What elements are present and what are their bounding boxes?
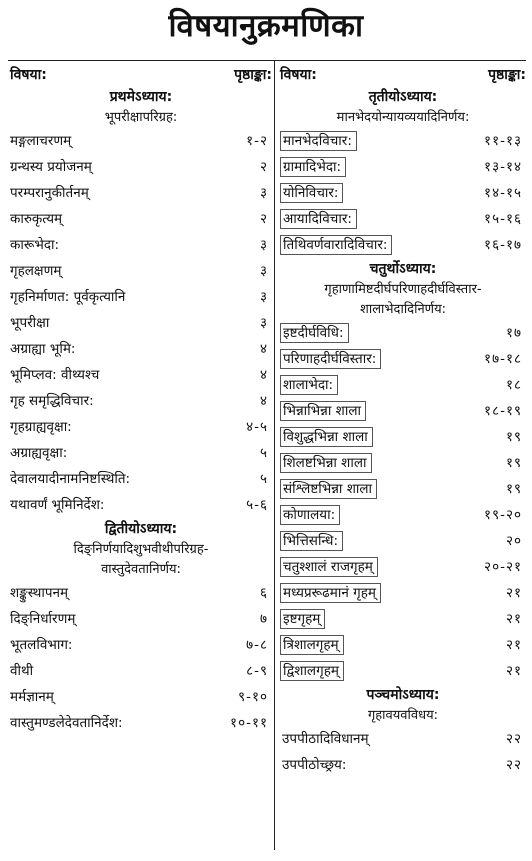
toc-entry [280, 658, 526, 684]
toc-entry [10, 710, 272, 736]
toc-entry [280, 726, 526, 752]
toc-entry-title: कारूभेदा: [10, 237, 60, 253]
toc-entry [10, 492, 272, 518]
toc-entry [280, 580, 526, 606]
toc-entry-title: गृहलक्षणम् [10, 263, 62, 279]
toc-entry [10, 284, 272, 310]
toc-entry-page: ७ [259, 611, 268, 627]
toc-entry [10, 580, 272, 606]
toc-entry-title: चतुश्शालं राजगृहम् [280, 557, 378, 577]
page-header: पृष्ठाङ्का: [234, 67, 272, 83]
toc-entry-title: वास्तुमण्डलेदेवतानिर्देश: [10, 715, 123, 731]
chapter-1-subtitle: भूपरीक्षापरिग्रह: [104, 110, 178, 125]
toc-entry-title: शिलष्टभिन्ना शाला [280, 453, 372, 473]
toc-entry-page: १९ [505, 455, 522, 471]
toc-entry-page: १७-१८ [484, 351, 522, 367]
chapter-5-heading: पञ्चमोऽध्याय: [366, 687, 440, 703]
toc-entry [10, 154, 272, 180]
toc-entry [10, 310, 272, 336]
toc-entry-title: संश्लिष्टभिन्ना शाला [280, 479, 377, 499]
toc-entry-page: ११-१३ [484, 133, 522, 149]
toc-entry [10, 632, 272, 658]
toc-entry-title: इष्टदीर्घविधि: [280, 323, 349, 343]
toc-entry-title: अग्राह्या भूमि: [10, 341, 76, 357]
toc-entry-page: १-२ [246, 133, 268, 149]
toc-entry-page: ५ [259, 445, 268, 461]
toc-entry-title: दिङ्निर्धारणम् [10, 611, 76, 627]
left-header [10, 64, 272, 86]
toc-entry [10, 232, 272, 258]
toc-entry [10, 684, 272, 710]
toc-entry-page: ३ [259, 263, 268, 279]
toc-entry-title: उपपीठादिविधानम् [282, 731, 369, 747]
toc-entry-page: १५-१६ [484, 211, 522, 227]
toc-entry [280, 528, 526, 554]
left-column [10, 60, 272, 736]
toc-entry-page: ४-५ [246, 419, 268, 435]
toc-entry-title: विशुद्धभिन्ना शाला [280, 427, 373, 447]
toc-entry [10, 206, 272, 232]
toc-entry-page: २१ [505, 585, 522, 601]
chapter-4-subtitle-line2: शालाभेदादिनिर्णय: [360, 302, 446, 317]
toc-entry-title: भित्तिसन्धि: [280, 531, 343, 551]
toc-entry [280, 346, 526, 372]
toc-entry [10, 414, 272, 440]
toc-entry [280, 206, 526, 232]
toc-entry-title: वीथी [10, 663, 34, 679]
toc-entry-page: २२ [505, 731, 522, 747]
toc-entry [10, 466, 272, 492]
chapter-5-list [280, 726, 526, 778]
toc-entry-page: २१ [505, 637, 522, 653]
toc-entry-page: ३ [259, 237, 268, 253]
chapter-4-heading: चतुर्थोऽध्याय: [369, 261, 437, 277]
toc-entry-page: २ [259, 159, 268, 175]
toc-entry-title: त्रिशालगृहम् [280, 635, 344, 655]
toc-entry-page: ९-१० [238, 689, 268, 705]
toc-entry-title: उपपीठोच्छ्रय: [282, 757, 347, 773]
toc-entry-title: मानभेदविचार: [280, 131, 357, 151]
toc-entry-page: २ [259, 211, 268, 227]
toc-entry-title: परिणाहदीर्घविस्तार: [280, 349, 381, 369]
toc-entry-page: २० [505, 533, 522, 549]
column-divider [274, 60, 275, 850]
chapter-2-subtitle-line1: दिङ्निर्णयादिशुभवीथीपरिग्रह- [73, 542, 209, 557]
toc-entry-title: मध्यप्ररूढमानं गृहम् [280, 583, 381, 603]
toc-entry-page: १९-२० [484, 507, 522, 523]
toc-entry-page: ३ [259, 185, 268, 201]
toc-entry-page: ३ [259, 315, 268, 331]
toc-entry-title: योनिविचार: [280, 183, 343, 203]
chapter-5-subtitle: गृहावयवविधय: [367, 708, 439, 723]
toc-entry-title: तिथिवर्णवारादिविचार: [280, 235, 392, 255]
right-column [280, 60, 526, 778]
toc-entry-title: भूतलविभाग: [10, 637, 73, 653]
toc-entry [10, 336, 272, 362]
chapter-2-heading: द्वितीयोऽध्याय: [104, 521, 178, 537]
toc-entry-title: इष्टगृहम् [280, 609, 325, 629]
subject-header: विषया: [280, 67, 317, 83]
toc-entry [280, 232, 526, 258]
toc-entry [280, 398, 526, 424]
toc-entry-page: ५ [259, 471, 268, 487]
toc-entry-title: परम्परानुकीर्तनम् [10, 185, 89, 201]
chapter-4-subtitle-line1: गृहाणामिष्टदीर्घपरिणाहदीर्घविस्तार- [324, 282, 482, 297]
toc-entry-title: अग्राह्यवृक्षा: [10, 445, 68, 461]
toc-entry [280, 372, 526, 398]
toc-entry-title: गृहनिर्माणत: पूर्वकृत्यानि [10, 289, 126, 305]
toc-entry-title: भूपरीक्षा [10, 315, 50, 331]
toc-entry [280, 502, 526, 528]
toc-entry-title: शालाभेदा: [280, 375, 338, 395]
toc-entry-page: ४ [259, 367, 268, 383]
toc-entry-page: २०-२१ [484, 559, 522, 575]
toc-entry [10, 362, 272, 388]
subject-header: विषया: [10, 67, 47, 83]
toc-entry [280, 128, 526, 154]
page-header: पृष्ठाङ्का: [488, 67, 526, 83]
toc-entry-page: १९ [505, 481, 522, 497]
toc-entry [280, 154, 526, 180]
toc-entry [280, 606, 526, 632]
toc-entry-page: १९ [505, 429, 522, 445]
toc-entry [280, 450, 526, 476]
toc-entry-page: ७-८ [246, 637, 268, 653]
toc-entry-title: मङ्गलाचरणम् [10, 133, 72, 149]
chapter-3-subtitle: मानभेदयोन्यायव्ययादिनिर्णय: [336, 110, 470, 125]
toc-entry-title: भिन्नाभिन्ना शाला [280, 401, 366, 421]
toc-entry-title: आयादिविचार: [280, 209, 357, 229]
toc-entry-title: देवालयादीनामनिष्टस्थिति: [10, 471, 131, 487]
toc-entry-page: १०-११ [230, 715, 268, 731]
toc-entry [280, 632, 526, 658]
toc-entry [280, 424, 526, 450]
toc-entry [10, 180, 272, 206]
toc-entry [10, 440, 272, 466]
page-title: विषयानुक्रमणिका [168, 8, 364, 44]
toc-entry-page: २२ [505, 757, 522, 773]
toc-entry [280, 180, 526, 206]
toc-entry-page: ८-९ [246, 663, 268, 679]
toc-entry [280, 554, 526, 580]
toc-entry-page: ३ [259, 289, 268, 305]
toc-entry-title: कारुकृत्यम् [10, 211, 63, 227]
toc-entry-page: २१ [505, 611, 522, 627]
toc-entry [10, 258, 272, 284]
toc-entry-page: १८-१९ [484, 403, 522, 419]
chapter-3-list [280, 128, 526, 258]
toc-entry [10, 606, 272, 632]
toc-entry [280, 476, 526, 502]
chapter-1-list [10, 128, 272, 518]
toc-entry-title: ग्रन्थस्य प्रयोजनम् [10, 159, 92, 175]
toc-entry-page: १४-१५ [484, 185, 522, 201]
toc-entry [280, 752, 526, 778]
toc-entry-page: १७ [505, 325, 522, 341]
toc-entry [10, 658, 272, 684]
toc-entry-title: भूमिप्लव: वीथ्यश्च [10, 367, 100, 383]
toc-entry-title: शङ्कुस्थापनम् [10, 585, 69, 601]
toc-entry-title: कोणालया: [280, 505, 340, 525]
chapter-1-heading: प्रथमेऽध्याय: [109, 89, 173, 105]
toc-entry-page: ४ [259, 341, 268, 357]
toc-entry-page: ६ [259, 585, 268, 601]
toc-entry-title: ग्रामादिभेदा: [280, 157, 346, 177]
chapter-2-subtitle-line2: वास्तुदेवतानिर्णय: [101, 562, 181, 577]
toc-entry-page: २१ [505, 663, 522, 679]
toc-entry-title: गृहग्राह्यवृक्षा: [10, 419, 72, 435]
chapter-2-list [10, 580, 272, 736]
chapter-4-list [280, 320, 526, 684]
toc-entry-page: १८ [505, 377, 522, 393]
toc-entry [10, 128, 272, 154]
toc-entry-title: गृह समृद्धिविचार: [10, 393, 94, 409]
right-header [280, 64, 526, 86]
toc-entry-page: ४ [259, 393, 268, 409]
toc-entry-page: १३-१४ [484, 159, 522, 175]
toc-entry [280, 320, 526, 346]
toc-entry-page: ५-६ [246, 497, 268, 513]
chapter-3-heading: तृतीयोऽध्याय: [368, 89, 438, 105]
toc-entry-title: यथावर्णं भूमिनिर्देश: [10, 497, 105, 513]
toc-entry [10, 388, 272, 414]
toc-entry-title: मर्मज्ञानम् [10, 689, 54, 705]
toc-entry-title: द्विशालगृहम् [280, 661, 344, 681]
toc-entry-page: १६-१७ [484, 237, 522, 253]
